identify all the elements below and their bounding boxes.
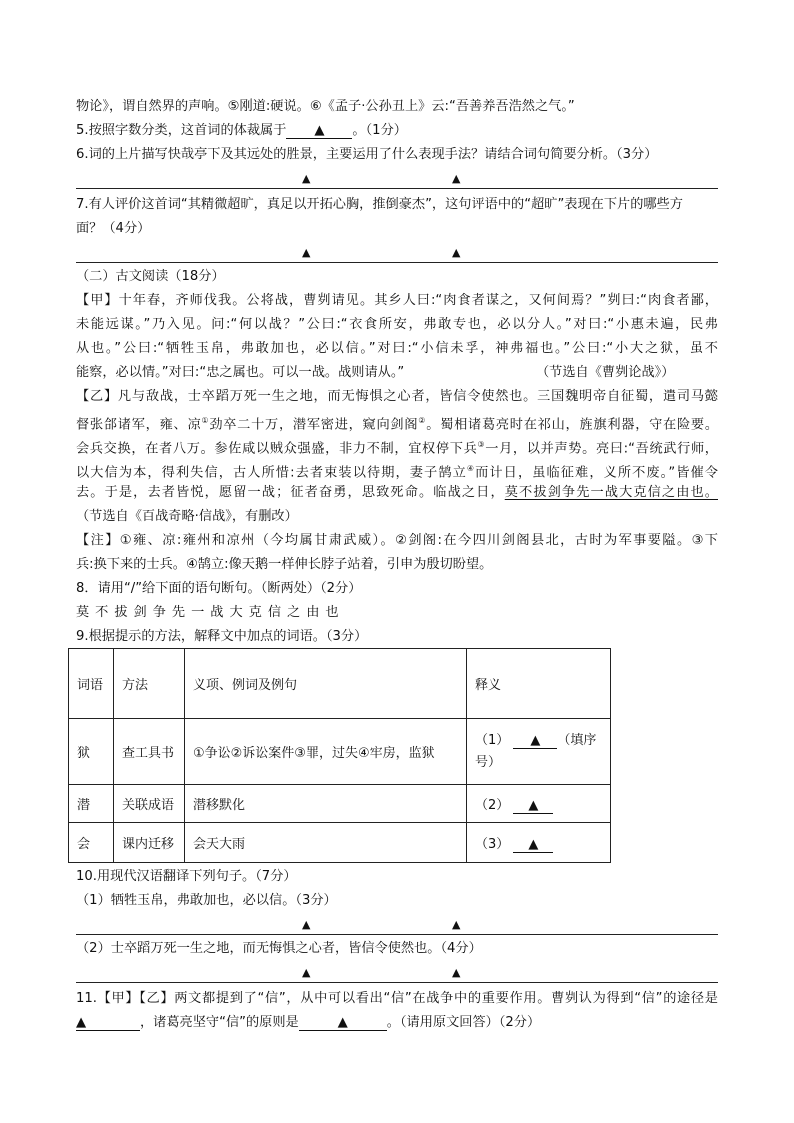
question-11-line1: 11.【甲】【乙】两文都提到了“信”，从中可以看出“信”在战争中的重要作用。曹刿认为得到“信”的途径是	[76, 991, 718, 1006]
table-cell: 狱	[69, 719, 114, 785]
poem-notes-tail: 物论》，谓自然界的声响。⑤刚道:硬说。⑥《孟子·公孙丑上》云:“吾善养吾浩然之气。”	[76, 99, 575, 114]
answer-blank[interactable]: ▲	[513, 837, 553, 853]
vocab-table	[68, 648, 611, 863]
answer-line[interactable]	[76, 916, 718, 935]
triangle-mark: ▲	[302, 246, 311, 259]
question-9: 9.根据提示的方法，解释文中加点的词语。（3分）	[76, 629, 368, 644]
table-cell: 会	[69, 823, 114, 863]
passage-jia-source: （节选自《曹刿论战》）	[536, 365, 675, 380]
table-header: 方法	[114, 649, 185, 719]
triangle-mark: ▲	[452, 966, 461, 979]
annotation-line: 兵:换下来的士兵。④鹄立:像天鹅一样伸长脖子站着，引申为殷切盼望。	[76, 557, 493, 572]
triangle-mark: ▲	[452, 172, 461, 185]
triangle-mark: ▲	[302, 966, 311, 979]
table-cell: 潜	[69, 785, 114, 823]
answer-line[interactable]	[76, 244, 718, 263]
triangle-mark: ▲	[452, 918, 461, 931]
table-header: 义项、例词及例句	[185, 649, 467, 719]
question-10-1: （1）牺牲玉帛，弗敢加也，必以信。（3分）	[76, 893, 337, 908]
answer-blank[interactable]: ▲	[513, 798, 553, 814]
table-header-row	[69, 649, 611, 719]
question-11-line2: ▲ ，诸葛亮坚守“信”的原则是 ▲ 。（请用原文回答）（2分）	[76, 1015, 541, 1030]
answer-cell[interactable]: （1） ▲ （填序 号）	[467, 719, 611, 785]
answer-cell[interactable]: （3） ▲	[467, 823, 611, 863]
passage-yi-line: 去。于是，去者皆悦，愿留一战；征者奋勇，思致死命。临战之日，莫不拔剑争先一战大克信之由也。	[76, 485, 718, 500]
table-row	[69, 823, 611, 863]
answer-line[interactable]	[76, 170, 718, 189]
answer-blank[interactable]: ▲	[76, 1015, 140, 1031]
underlined-sentence: 莫不拔剑争先一战大克信之由也。	[504, 485, 718, 500]
passage-yi-line: 以大信为本，得利失信，古人所惜:去者束装以待期，妻子鹄立④而计日，虽临征难，义所不废。”皆催令	[76, 464, 718, 481]
annotation-line: 【注】①雍、凉:雍州和凉州（今均属甘肃武威）。②剑阁:在今四川剑阁县北，古时为军事要隘。③下	[76, 533, 718, 548]
table-cell: 潜移默化	[185, 785, 467, 823]
passage-jia-line: 未能远谋。”乃入见。问:“何以战？”公曰:“衣食所安，弗敢专也，必以分人。”对曰:“小惠未遍，民弗	[76, 317, 718, 332]
question-10: 10.用现代汉语翻译下列句子。（7分）	[76, 869, 297, 884]
table-header: 词语	[69, 649, 114, 719]
question-7-line1: 7.有人评价这首词“其精微超旷，真足以开拓心胸，推倒豪杰”，这句评语中的“超旷”表现在下片的哪些方	[76, 197, 683, 212]
table-cell: 关联成语	[114, 785, 185, 823]
passage-yi-line: 会兵交换，在者八万。参佐咸以贼众强盛，非力不制，宜权停下兵③一月，以并声势。亮曰:“吾统武行师，	[76, 440, 718, 457]
question-7-line2: 面？（4分）	[76, 221, 151, 236]
triangle-mark: ▲	[302, 172, 311, 185]
section-title: （二）古文阅读（18分）	[76, 269, 225, 284]
table-header: 释义	[467, 649, 611, 719]
table-cell: ①争讼②诉讼案件③罪，过失④牢房，监狱	[185, 719, 467, 785]
question-6: 6.词的上片描写快哉亭下及其远处的胜景，主要运用了什么表现手法？请结合词句简要分析。（3分）	[76, 147, 658, 162]
passage-jia-line: 【甲】十年春，齐师伐我。公将战，曹刿请见。其乡人曰:“肉食者谋之，又何间焉？”刿曰:“肉食者鄙，	[76, 293, 718, 308]
passage-jia-line: 从也。”公曰:“牺牲玉帛，弗敢加也，必以信。”对曰:“小信未孚，神弗福也。”公曰:“小大之狱，虽不	[76, 341, 718, 356]
table-cell: 查工具书	[114, 719, 185, 785]
passage-yi-source: （节选自《百战奇略·信战》，有删改）	[76, 509, 298, 524]
passage-yi-line: 督张郃诸军，雍、凉①劲卒二十万，潜军密进，窥向剑阁②。蜀相诸葛亮时在祁山，旌旗利器，守在险要。	[76, 416, 719, 433]
triangle-mark: ▲	[452, 246, 461, 259]
answer-cell[interactable]: （2） ▲	[467, 785, 611, 823]
passage-yi-line: 【乙】凡与敌战，士卒蹈万死一生之地，而无悔惧之心者，皆信令使然也。三国魏明帝自征蜀，遣司马懿	[76, 389, 718, 404]
table-row	[69, 719, 611, 785]
question-8-sentence[interactable]: 莫不拔剑争先一战大克信之由也	[76, 605, 345, 620]
answer-blank[interactable]: ▲	[299, 1015, 387, 1031]
answer-blank[interactable]: ▲	[286, 123, 352, 139]
triangle-mark: ▲	[302, 918, 311, 931]
table-cell: 课内迁移	[114, 823, 185, 863]
question-10-2: （2）士卒蹈万死一生之地，而无悔惧之心者，皆信令使然也。（4分）	[76, 941, 482, 956]
question-8: 8．请用“/”给下面的语句断句。（断两处）（2分）	[76, 581, 362, 596]
answer-blank[interactable]: ▲	[513, 733, 557, 749]
question-5: 5.按照字数分类，这首词的体裁属于 ▲ 。（1分）	[76, 123, 407, 138]
table-row	[69, 785, 611, 823]
table-cell: 会天大雨	[185, 823, 467, 863]
answer-line[interactable]	[76, 964, 718, 983]
passage-jia-line: 能察，必以情。”对曰:“忠之属也。可以一战。战则请从。”	[76, 365, 405, 380]
